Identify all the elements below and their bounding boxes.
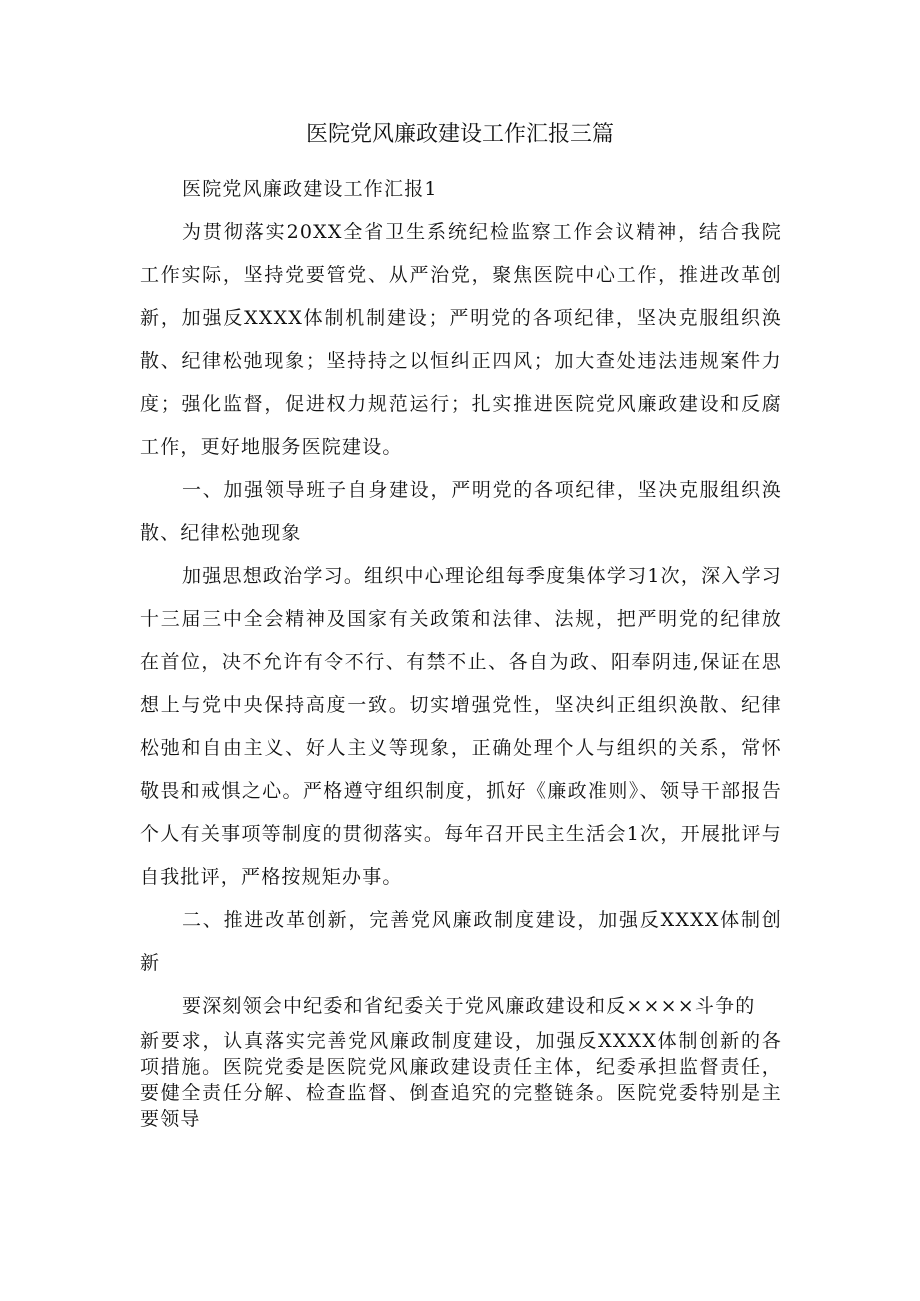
- document-body: [140, 168, 782, 1132]
- paragraph-section-1: 加强思想政治学习。组织中心理论组每季度集体学习1次，深入学习十三届三中全会精神及国家有关政策和法律、法规，把严明党的纪律放在首位，决不允许有令不行、有禁不止、各自为政、阳奉阴违,保证在思想上与党中央保持高度一致。切实增强党性，坚决纠正组织涣散、纪律松弛和自由主义、好人主义等现象，正确处理个人与组织的关系，常怀敬畏和戒惧之心。严格遵守组织制度，抓好《廉政准则》、领导干部报告个人有关事项等制度的贯彻落实。每年召开民主生活会1次，开展批评与自我批评，严格按规矩办事。: [140, 565, 782, 888]
- document-title: 医院党风廉政建设工作汇报三篇: [305, 122, 614, 147]
- paragraph-section-2-line-1: 要深刻领会中纪委和省纪委关于党风廉政建设和反××××斗争的: [182, 995, 756, 1017]
- section-subtitle: 医院党风廉政建设工作汇报1: [182, 178, 438, 200]
- paragraph-section-2-continued: 新要求，认真落实完善党风廉政制度建设，加强反XXXX体制创新的各项措施。医院党委是医院党风廉政建设责任主体，纪委承担监督责任，要健全责任分解、检查监督、倒查追究的完整链条。医院党委特别是主要领导: [140, 1030, 782, 1130]
- paragraph-intro: 为贯彻落实20XX全省卫生系统纪检监察工作会议精神，结合我院工作实际，坚持党要管党、从严治党，聚焦医院中心工作，推进改革创新，加强反XXXX体制机制建设；严明党的各项纪律，坚决克服组织涣散、纪律松弛现象；坚持持之以恒纠正四风；加大查处违法违规案件力度；强化监督，促进权力规范运行；扎实推进医院党风廉政建设和反腐工作，更好地服务医院建设。: [140, 221, 782, 458]
- section-heading-1: 一、加强领导班子自身建设，严明党的各项纪律，坚决克服组织涣散、纪律松弛现象: [140, 479, 782, 544]
- section-heading-2: 二、推进改革创新，完善党风廉政制度建设，加强反XXXX体制创新: [140, 909, 782, 974]
